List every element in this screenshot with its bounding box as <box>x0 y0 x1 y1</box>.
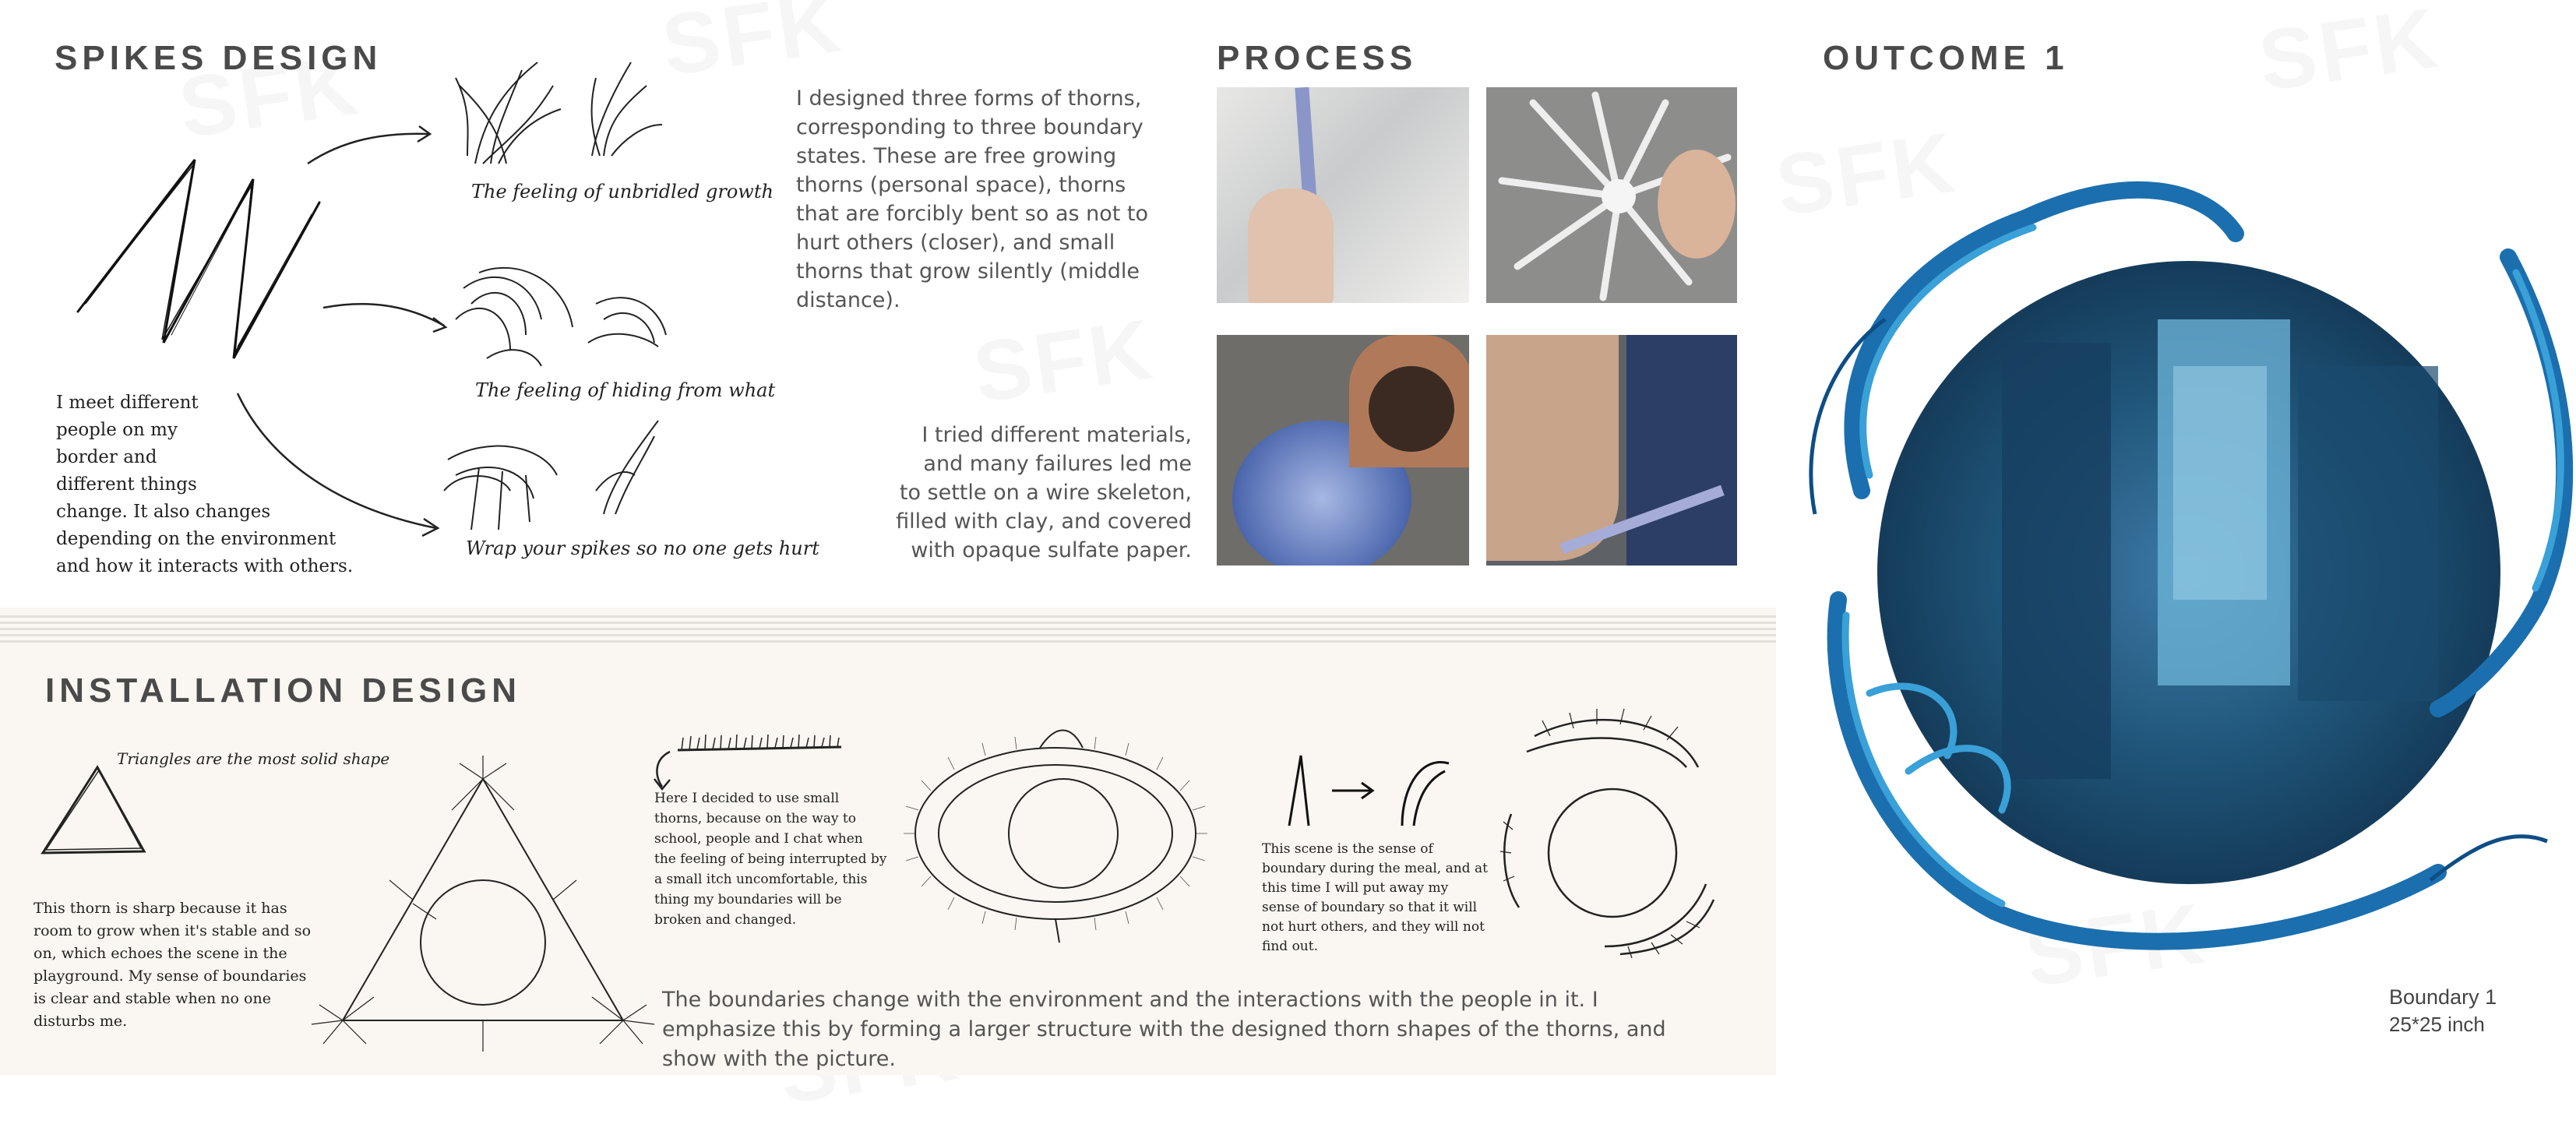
arrow-growth <box>304 125 436 171</box>
triangle-sketch <box>35 759 152 861</box>
oval-thorn-installation-sketch <box>900 717 1211 950</box>
growth-thorn-sketch <box>452 55 670 171</box>
wrap-thorn-sketch <box>440 413 674 537</box>
outcome-artwork <box>1768 164 2576 989</box>
watermark <box>2253 0 2445 111</box>
outcome-size: 25*25 inch <box>2389 1013 2485 1036</box>
small-thorns-note: Here I decided to use small thorns, because on the way to school, people and I chat when the feeling of being interrupted by a small itch uncomfortable, this thing my boundaries will be broken and changed. <box>654 791 887 928</box>
caption-hiding: The feeling of hiding from what <box>475 379 776 401</box>
installation-heading: INSTALLATION DESIGN <box>45 671 522 710</box>
process-photo-wire <box>1486 87 1737 303</box>
watermark <box>656 0 848 96</box>
zigzag-spike-sketch <box>70 148 327 374</box>
intro-line: different things <box>56 474 197 495</box>
process-photo-assembly <box>1486 335 1737 566</box>
spikes-intro <box>56 389 353 580</box>
process-heading: PROCESS <box>1217 39 1418 77</box>
intro-line: border and <box>56 447 157 467</box>
caption-growth: The feeling of unbridled growth <box>471 181 774 203</box>
spikes-heading: SPIKES DESIGN <box>55 39 382 77</box>
meal-note: This scene is the sense of boundary during the meal, and at this time I will put away my sense of boundary so that it will not hurt others, and they will not find out. <box>1262 841 1488 954</box>
outcome-heading: OUTCOME 1 <box>1823 39 2069 77</box>
small-thorns-strip-sketch <box>647 728 849 791</box>
thorn-note: This thorn is sharp because it has room to grow when it's stable and so on, which echoes the scene in the playground. My sense of boundaries is clear and stable when no one disturbs me. <box>33 900 312 1030</box>
wire-star-shape <box>1486 87 1737 303</box>
triangle-thorn-installation-sketch <box>319 763 647 1059</box>
caption-wrap: Wrap your spikes so no one gets hurt <box>466 537 819 559</box>
intro-line: people on my <box>56 420 178 440</box>
intro-line: I meet different <box>56 393 199 413</box>
outcome-title: Boundary 1 <box>2389 985 2497 1009</box>
spikes-description: I designed three forms of thorns, corresponding to three boundary states. These are free growing thorns (personal space), thorns that are forcibly bent so as not to hurt others (closer), and small thorns that grow silently (middle distance). <box>796 86 1149 312</box>
hiding-thorn-sketch <box>448 257 682 374</box>
process-photo-paper <box>1217 87 1469 303</box>
watermark <box>967 299 1160 422</box>
intro-line: change. It also changes <box>56 502 271 522</box>
triangle-note: Triangles are the most solid shape <box>117 749 390 768</box>
intro-line: and how it interacts with others. <box>56 556 354 576</box>
process-photo-painting <box>1217 335 1469 566</box>
thorn-bending-sketch <box>1285 748 1464 833</box>
arrow-hiding <box>319 296 452 335</box>
process-text: I tried different materials, and many failures led me to settle on a wire skeleton, filled with clay, and covered with opaque sulfate paper. <box>896 423 1192 562</box>
circle-curved-thorns-sketch <box>1503 713 1721 962</box>
intro-line: depending on the environment <box>56 529 337 549</box>
divider-stripes <box>0 615 1776 647</box>
installation-summary: The boundaries change with the environment and the interactions with the people in it. I emphasize this by forming a larger structure with the designed thorn shapes of the thorns, and show with the picture. <box>662 988 1666 1071</box>
